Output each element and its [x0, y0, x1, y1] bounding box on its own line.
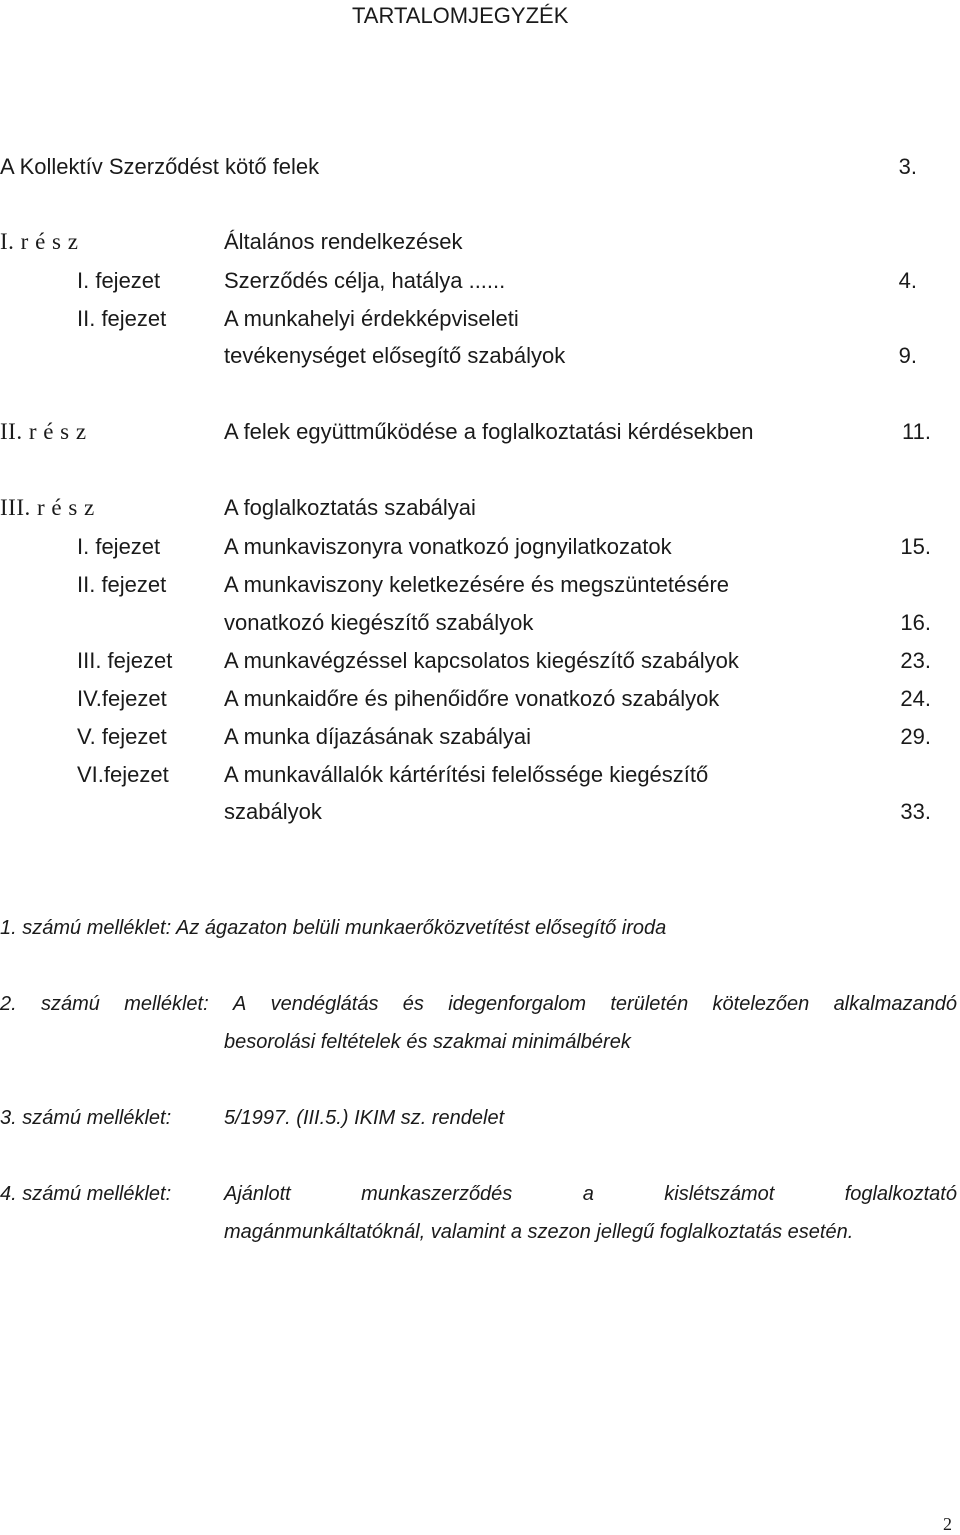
annex-4-label: 4. számú melléklet:	[0, 1183, 172, 1205]
annex-word: a	[582, 1183, 594, 1205]
chapter-title: A munkahelyi érdekképviseleti	[224, 306, 519, 331]
chapter-label: V. fejezet	[77, 724, 167, 749]
chapter-page: 33.	[900, 799, 931, 824]
toc-entry-intro: A Kollektív Szerződést kötő felek	[0, 154, 320, 179]
annex-word: területén	[610, 993, 689, 1015]
toc-page-intro: 3.	[898, 154, 917, 179]
chapter-label: I. fejezet	[77, 534, 161, 559]
annex-word: munkaszerződés	[361, 1183, 513, 1205]
part-label-3: III. r é s z	[0, 495, 95, 520]
annex-word: 2.	[0, 993, 17, 1015]
part-heading-1: Általános rendelkezések	[224, 229, 463, 254]
page-number: 2	[943, 1514, 952, 1534]
chapter-title: A munkaidőre és pihenőidőre vonatkozó szabályok	[224, 686, 720, 711]
annex-word: kötelezően	[712, 993, 810, 1015]
annex-word: vendéglátás	[270, 993, 379, 1015]
part-heading-2: A felek együttműködése a foglalkoztatási kérdésekben	[224, 419, 754, 444]
annex-4-line2: magánmunkáltatóknál, valamint a szezon jellegű foglalkoztatás esetén.	[224, 1221, 854, 1243]
annex-1: 1. számú melléklet: Az ágazaton belüli munkaerőközvetítést elősegítő iroda	[0, 917, 667, 939]
annex-word: alkalmazandó	[833, 993, 957, 1015]
part-label-1: I. r é s z	[0, 229, 79, 254]
chapter-title: Szerződés célja, hatálya ......	[224, 268, 506, 293]
annex-4-line1	[224, 1181, 957, 1207]
annex-word: kislétszámot	[664, 1183, 775, 1205]
annex-word: számú	[40, 993, 100, 1015]
part-page-2: 11.	[902, 419, 931, 444]
chapter-title: A munkavállalók kártérítési felelőssége kiegészítő	[224, 762, 709, 787]
chapter-label: VI.fejezet	[77, 762, 169, 787]
chapter-title: A munkavégzéssel kapcsolatos kiegészítő szabályok	[224, 648, 739, 673]
chapter-page: 16.	[900, 610, 931, 635]
annex-2-line2: besorolási feltételek és szakmai minimálbérek	[224, 1031, 631, 1053]
annex-3-label: 3. számú melléklet:	[0, 1107, 172, 1129]
chapter-label: IV.fejezet	[77, 686, 167, 711]
annex-word: A	[232, 993, 247, 1015]
annex-word: idegenforgalom	[448, 993, 587, 1015]
chapter-page: 4.	[898, 268, 917, 293]
annex-3-title: 5/1997. (III.5.) IKIM sz. rendelet	[224, 1107, 505, 1129]
chapter-page: 23.	[900, 648, 931, 673]
chapter-page: 24.	[900, 686, 931, 711]
chapter-page: 9.	[898, 343, 917, 368]
chapter-title: A munkaviszonyra vonatkozó jognyilatkozatok	[224, 534, 672, 559]
annex-word: Ajánlott	[224, 1183, 291, 1205]
chapter-title-cont: tevékenységet elősegítő szabályok	[224, 343, 566, 368]
chapter-title-cont: vonatkozó kiegészítő szabályok	[224, 610, 534, 635]
page-title: TARTALOMJEGYZÉK	[352, 3, 569, 28]
chapter-title: A munka díjazásának szabályai	[224, 724, 531, 749]
chapter-page: 15.	[900, 534, 931, 559]
annex-2-line1	[0, 991, 957, 1017]
chapter-title-cont: szabályok	[224, 799, 322, 824]
chapter-page: 29.	[900, 724, 931, 749]
chapter-label: III. fejezet	[77, 648, 173, 673]
annex-word: foglalkoztató	[844, 1183, 957, 1205]
chapter-label: II. fejezet	[77, 572, 167, 597]
chapter-label: I. fejezet	[77, 268, 161, 293]
part-label-2: II. r é s z	[0, 419, 87, 444]
chapter-title: A munkaviszony keletkezésére és megszüntetésére	[224, 572, 730, 597]
annex-word: és	[402, 993, 424, 1015]
chapter-label: II. fejezet	[77, 306, 167, 331]
part-heading-3: A foglalkoztatás szabályai	[224, 495, 476, 520]
annex-word: melléklet:	[124, 993, 209, 1015]
